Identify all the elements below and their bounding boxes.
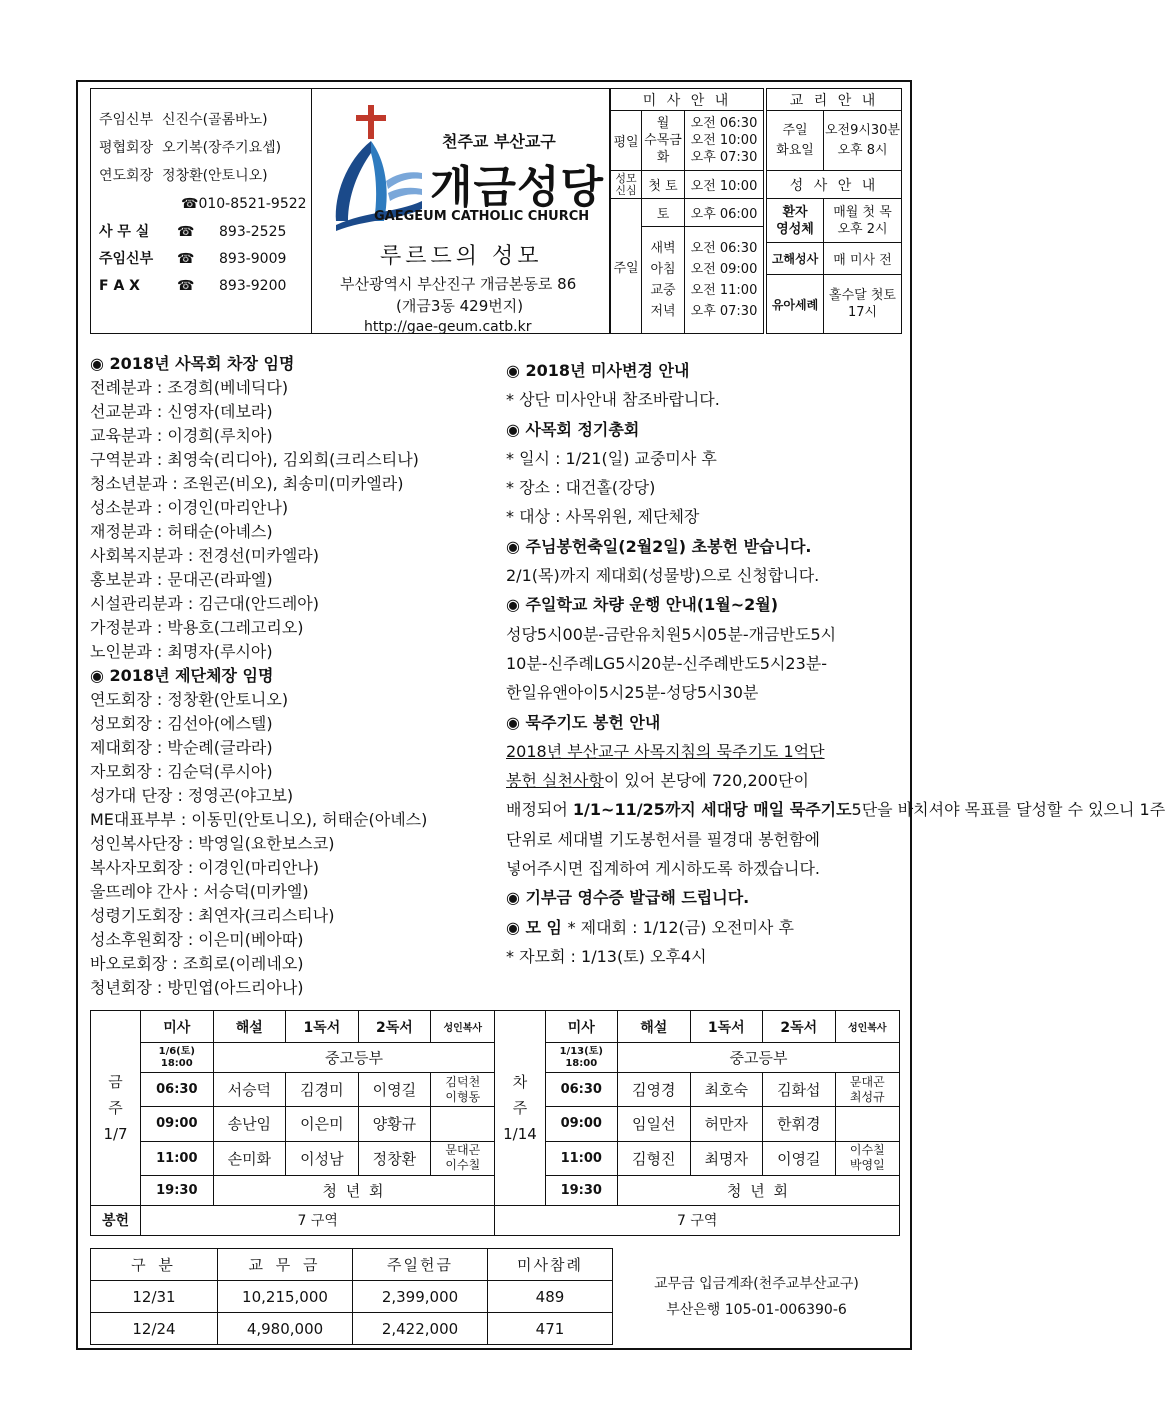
announcement-line (506, 942, 906, 971)
announcement-line (90, 400, 500, 424)
announcement-line (90, 520, 500, 544)
announcement-text: 성인복사단장 : 박영일(요한보스코) (90, 834, 335, 853)
staff-row (99, 135, 281, 161)
phone-label: F A X (99, 278, 140, 294)
minister-name: 최명자 (690, 1141, 763, 1175)
announcement-text: * 상단 미사안내 참조바랍니다. (506, 390, 720, 410)
announcement-text: 전례분과 : 조경희(베네딕다) (90, 378, 289, 397)
finance-cell: 489 (488, 1281, 613, 1313)
announcement-text: 시설관리분과 : 김근대(안드레아) (90, 594, 319, 613)
sunday-times (685, 227, 764, 334)
finance-header: 미사참례 (488, 1249, 613, 1281)
announcement-line (506, 561, 906, 590)
announcement-line (90, 352, 500, 376)
schedule-header: 2독서 (763, 1011, 836, 1043)
eve-mass-time: 19:30 (141, 1175, 214, 1205)
minister-name: 임일선 (618, 1107, 691, 1141)
schedule-header: 미사 (141, 1011, 214, 1043)
mass-time: 11:00 (141, 1141, 214, 1175)
minister-name: 김경미 (286, 1073, 359, 1107)
offering-group: 7 구역 (495, 1205, 900, 1235)
announcement-text: * 대상 : 사목위원, 제단체장 (506, 507, 700, 527)
announcement-text: ◉ 주일학교 차량 운행 안내(1월~2월) (506, 595, 779, 615)
sat-time: 오후 06:00 (685, 199, 764, 227)
announcement-line (506, 356, 906, 385)
minister-name: 김형진 (618, 1141, 691, 1175)
mass-line: 월 (656, 116, 670, 131)
announcement-text: * 제대회 : 1/12(금) 오전미사 후 (567, 917, 794, 937)
mass-line: 아침 (650, 262, 676, 277)
finance-cell: 10,215,000 (218, 1281, 353, 1313)
sacrament-title: 성 사 안 내 (767, 171, 902, 199)
weekday-days (642, 111, 685, 171)
minister-name: 이수칠 박영일 (835, 1141, 899, 1175)
sat-mass-time: 1/6(토) 18:00 (141, 1043, 214, 1073)
mass-line: 교중 (650, 283, 676, 298)
schedule-header: 미사 (545, 1011, 618, 1043)
offering-row (91, 1205, 900, 1235)
mass-line: 오후 07:30 (690, 304, 758, 319)
announcement-text: 성소후원회장 : 이은미(베아따) (90, 930, 304, 949)
sat-mass-time: 1/13(토) 18:00 (545, 1043, 618, 1073)
announcement-text: 단위로 세대별 기도봉헌서를 필경대 봉헌함에 (506, 829, 821, 849)
announcement-line (506, 854, 906, 883)
minister-name: 송난임 (213, 1107, 286, 1141)
sacrament-value: 홀수달 첫토 17시 (824, 275, 902, 334)
phone-row (99, 273, 286, 299)
mass-time: 11:00 (545, 1141, 618, 1175)
holy-label: 성모신심 (611, 171, 642, 199)
phone-number: 893-9200 (219, 278, 287, 294)
offering-label: 봉헌 (91, 1205, 141, 1235)
address-line1: 부산광역시 부산진구 개금본동로 86 (340, 275, 577, 293)
account-info (613, 1249, 901, 1345)
announcement-line (506, 532, 906, 561)
announcement-text: 이 있어 본당에 720,200단이 (603, 771, 809, 791)
finance-cell: 4,980,000 (218, 1313, 353, 1345)
announcement-line (506, 708, 906, 737)
announcement-emphasis: 1/1~11/25까지 세대당 매일 묵주기도 (572, 800, 852, 820)
sacrament-value: 매월 첫 목 오후 2시 (824, 199, 902, 243)
announcements-left (90, 352, 500, 1000)
schedule-header: 해설 (618, 1011, 691, 1043)
announcement-line (90, 568, 500, 592)
announcement-text: 성소분과 : 이경인(마리안나) (90, 498, 289, 517)
announcement-text: 성당5시00분-금란유치원5시05분-개금반도5시 (506, 624, 837, 644)
week-label: 금 주 1/7 (91, 1011, 141, 1206)
mass-line: 오전 09:00 (690, 262, 758, 277)
announcement-line (90, 952, 500, 976)
announcement-text: 바오로회장 : 조희로(이레네오) (90, 954, 304, 973)
announcement-line (90, 472, 500, 496)
announcement-line (90, 544, 500, 568)
announcement-line (506, 444, 906, 473)
mass-line: 오전 11:00 (690, 283, 758, 298)
announcement-line (90, 784, 500, 808)
staff-role: 주임신부 (99, 112, 154, 128)
finance-cell: 2,399,000 (353, 1281, 488, 1313)
mass-line: 오전 10:00 (690, 133, 758, 148)
announcement-text: 교육분과 : 이경희(루치아) (90, 426, 273, 445)
mass-line: 오후 07:30 (690, 150, 758, 165)
announcement-text: 재정분과 : 허태순(아녜스) (90, 522, 273, 541)
announcement-text: 울뜨레야 간사 : 서승덕(미카엘) (90, 882, 309, 901)
announcement-text: 연도회장 : 정창환(안토니오) (90, 690, 289, 709)
announcement-line (90, 640, 500, 664)
mobile-row (181, 191, 307, 217)
announcement-line (90, 856, 500, 880)
announcement-text: ◉ 사목회 정기총회 (506, 419, 640, 439)
announcement-text: 선교분과 : 신영자(데보라) (90, 402, 273, 421)
minister-name (835, 1107, 899, 1141)
announcement-line (90, 928, 500, 952)
minister-name: 김화섭 (763, 1073, 836, 1107)
sacrament-name: 고해성사 (767, 243, 824, 275)
announcement-text: ◉ 2018년 제단체장 임명 (90, 666, 274, 685)
announcement-line (90, 688, 500, 712)
phone-icon: ☎ (181, 196, 199, 212)
minister-name: 서승덕 (213, 1073, 286, 1107)
finance-header: 구 분 (91, 1249, 218, 1281)
schedule-header: 1독서 (286, 1011, 359, 1043)
announcement-text: 제대회장 : 박순례(글라라) (90, 738, 273, 757)
phone-number: 893-2525 (219, 224, 287, 240)
schedule-header: 1독서 (690, 1011, 763, 1043)
announcement-line (90, 376, 500, 400)
minister-name: 정창환 (358, 1141, 431, 1175)
holy-day: 첫 토 (642, 171, 685, 199)
phone-row (99, 246, 286, 272)
announcement-line (90, 664, 500, 688)
account-line2: 부산은행 105-01-006390-6 (666, 1301, 847, 1318)
mass-time: 06:30 (141, 1073, 214, 1107)
staff-row (99, 163, 268, 189)
announcement-line (90, 712, 500, 736)
mass-line: 오전 06:30 (690, 241, 758, 256)
announcement-line (506, 913, 906, 942)
announcement-text: 청소년분과 : 조원곤(비오), 최송미(미카엘라) (90, 474, 404, 493)
announcements-right (506, 356, 1165, 971)
minister-name: 문대곤 최성규 (835, 1073, 899, 1107)
offering-group: 7 구역 (141, 1205, 495, 1235)
announcement-text: 복사자모회장 : 이경인(마리안나) (90, 858, 319, 877)
staff-name: 신진수(골롬바노) (162, 112, 268, 128)
schedule-header: 성인복사 (835, 1011, 899, 1043)
finance-cell: 471 (488, 1313, 613, 1345)
sat-day: 토 (642, 199, 685, 227)
schedule-header-row (91, 1011, 900, 1043)
announcement-text: 배정되어 (506, 800, 573, 820)
bulletin-title: 루르드의 성모 (380, 244, 543, 269)
announcement-text: ◉ 모 임 (506, 917, 568, 937)
announcement-text: 5단을 바치셔야 목표를 달성할 수 있으니 1주 (851, 800, 1165, 820)
announcement-line (90, 496, 500, 520)
finance-header: 교 무 금 (218, 1249, 353, 1281)
announcement-text: 청년회장 : 방민엽(아드리아나) (90, 978, 304, 997)
phone-row (99, 219, 286, 245)
phone-number: 893-9009 (219, 251, 287, 267)
phone-icon: ☎ (177, 251, 195, 267)
minister-name: 최호숙 (690, 1073, 763, 1107)
announcement-line (506, 883, 906, 912)
announcement-line (506, 502, 906, 531)
announcement-text: 성가대 단장 : 정영곤(야고보) (90, 786, 294, 805)
minister-name: 양황규 (358, 1107, 431, 1141)
schedule-header: 해설 (213, 1011, 286, 1043)
announcement-text: 성모회장 : 김선아(에스텔) (90, 714, 273, 733)
weekday-times (685, 111, 764, 171)
doctrine-day: 주일 화요일 (767, 111, 824, 171)
announcement-text: 자모회장 : 김순덕(루시아) (90, 762, 273, 781)
announcement-line (90, 592, 500, 616)
homepage-url[interactable]: http://gae-geum.catb.kr (364, 319, 532, 335)
doctrine-sacrament-table (766, 88, 902, 334)
minister-name: 이성남 (286, 1141, 359, 1175)
announcement-line (90, 832, 500, 856)
announcement-line (506, 590, 906, 619)
account-line1: 교무금 입금계좌(천주교부산교구) (654, 1275, 859, 1292)
announcement-text: 가정분과 : 박용호(그레고리오) (90, 618, 304, 637)
announcement-line (90, 448, 500, 472)
announcement-line (506, 678, 906, 707)
announcement-line (506, 649, 906, 678)
minister-name: 김덕천 이형동 (431, 1073, 495, 1107)
announcement-line (506, 385, 906, 414)
announcement-line (90, 424, 500, 448)
eve-group: 청 년 회 (618, 1175, 900, 1205)
minister-name: 이은미 (286, 1107, 359, 1141)
minister-name (431, 1107, 495, 1141)
staff-name: 오기복(장주기요셉) (162, 140, 282, 156)
minister-name: 김영경 (618, 1073, 691, 1107)
announcement-text: 넣어주시면 집계하여 게시하도록 하겠습니다. (506, 859, 821, 879)
announcement-text: 2018년 부산교구 사목지침의 묵주기도 1억단 (506, 741, 825, 761)
announcement-line (90, 808, 500, 832)
finance-cell: 2,422,000 (353, 1313, 488, 1345)
minister-name: 한휘경 (763, 1107, 836, 1141)
bulletin-page (76, 80, 1165, 1350)
diocese-name: 천주교 부산교구 (442, 132, 556, 151)
sacrament-name: 유아세례 (767, 275, 824, 334)
mass-time: 06:30 (545, 1073, 618, 1107)
minister-name: 허만자 (690, 1107, 763, 1141)
announcement-text: ◉ 기부금 영수증 발급해 드립니다. (506, 888, 750, 908)
mass-info-title: 미 사 안 내 (611, 89, 764, 111)
weekday-label: 평일 (611, 111, 642, 171)
phone-label: 주임신부 (99, 251, 154, 267)
announcement-line (506, 825, 906, 854)
sacrament-name: 환자 영성체 (767, 199, 824, 243)
sat-group: 중고등부 (618, 1043, 900, 1073)
staff-role: 연도회장 (99, 168, 154, 184)
schedule-header: 2독서 (358, 1011, 431, 1043)
announcement-text: 성령기도회장 : 최연자(크리스티나) (90, 906, 335, 925)
announcement-text: * 장소 : 대건홀(강당) (506, 478, 656, 498)
mass-time: 09:00 (141, 1107, 214, 1141)
staff-role: 평협회장 (99, 140, 154, 156)
announcement-text: 사회복지분과 : 전경선(미카엘라) (90, 546, 319, 565)
finance-cell: 12/31 (91, 1281, 218, 1313)
schedule-header: 성인복사 (431, 1011, 495, 1043)
minister-name: 문대곤 이수칠 (431, 1141, 495, 1175)
announcement-line (506, 620, 906, 649)
church-name: 개금성당 (430, 162, 605, 213)
doctrine-time: 오전9시30분 오후 8시 (824, 111, 902, 171)
announcement-text: 봉헌 실천사항 (506, 771, 604, 791)
announcement-line (506, 766, 906, 795)
minister-name: 이영길 (763, 1141, 836, 1175)
mass-line: 화 (656, 150, 670, 165)
holy-time: 오전 10:00 (685, 171, 764, 199)
mass-info-table (610, 88, 764, 334)
phone-icon: ☎ (177, 278, 195, 294)
announcement-line (506, 415, 906, 444)
announcement-text: ◉ 2018년 사목회 차장 임명 (90, 354, 295, 373)
announcement-line (506, 795, 1165, 824)
phone-label: 사 무 실 (99, 224, 150, 240)
doctrine-title: 교 리 안 내 (767, 89, 902, 111)
announcement-line (90, 904, 500, 928)
announcement-line (90, 976, 500, 1000)
mass-line: 저녁 (650, 304, 676, 319)
sunday-label: 주일 (611, 199, 642, 334)
minister-name: 손미화 (213, 1141, 286, 1175)
week-label: 차 주 1/14 (495, 1011, 545, 1206)
mass-line: 새벽 (650, 241, 676, 256)
mass-line: 오전 06:30 (690, 116, 758, 131)
finance-table (90, 1248, 900, 1345)
announcement-text: * 자모회 : 1/13(토) 오후4시 (506, 946, 707, 966)
announcement-line (506, 737, 906, 766)
announcement-text: 홍보분과 : 문대곤(라파엘) (90, 570, 273, 589)
finance-header: 주일헌금 (353, 1249, 488, 1281)
minister-name: 이영길 (358, 1073, 431, 1107)
announcement-line (90, 616, 500, 640)
announcement-text: 한일유앤아이5시25분-성당5시30분 (506, 683, 759, 703)
announcement-text: ME대표부부 : 이동민(안토니오), 허태순(아녜스) (90, 810, 428, 829)
staff-row (99, 107, 268, 133)
announcement-text: ◉ 2018년 미사변경 안내 (506, 361, 690, 380)
announcement-line (506, 473, 906, 502)
announcement-text: 구역분과 : 최영숙(리디아), 김외희(크리스티나) (90, 450, 419, 469)
announcement-line (90, 736, 500, 760)
announcement-text: ◉ 주님봉헌축일(2월2일) 초봉헌 받습니다. (506, 536, 812, 556)
announcement-text: 노인분과 : 최명자(루시아) (90, 642, 273, 661)
announcement-text: * 일시 : 1/21(일) 교중미사 후 (506, 448, 717, 468)
logo-box (312, 88, 610, 334)
sunday-names (642, 227, 685, 334)
announcement-text: 2/1(목)까지 제대회(성물방)으로 신청합니다. (506, 566, 820, 586)
address-line2: (개금3동 429번지) (396, 297, 524, 315)
announcement-line (90, 880, 500, 904)
church-name-en: GAEGEUM CATHOLIC CHURCH (374, 209, 590, 224)
finance-cell: 12/24 (91, 1313, 218, 1345)
eve-group: 청 년 회 (213, 1175, 495, 1205)
mass-time: 09:00 (545, 1107, 618, 1141)
announcement-text: 10분-신주례LG5시20분-신주례반도5시23분- (506, 653, 827, 673)
ministry-schedule-table (90, 1010, 900, 1236)
staff-box (90, 88, 312, 334)
mass-line: 수목금 (644, 133, 682, 148)
sacrament-value: 매 미사 전 (824, 243, 902, 275)
announcement-line (90, 760, 500, 784)
phone-icon: ☎ (177, 224, 195, 240)
sat-group: 중고등부 (213, 1043, 495, 1073)
staff-name: 정창환(안토니오) (162, 168, 268, 184)
mobile-number: 010-8521-9522 (198, 196, 307, 212)
announcement-text: ◉ 묵주기도 봉헌 안내 (506, 712, 661, 732)
eve-mass-time: 19:30 (545, 1175, 618, 1205)
